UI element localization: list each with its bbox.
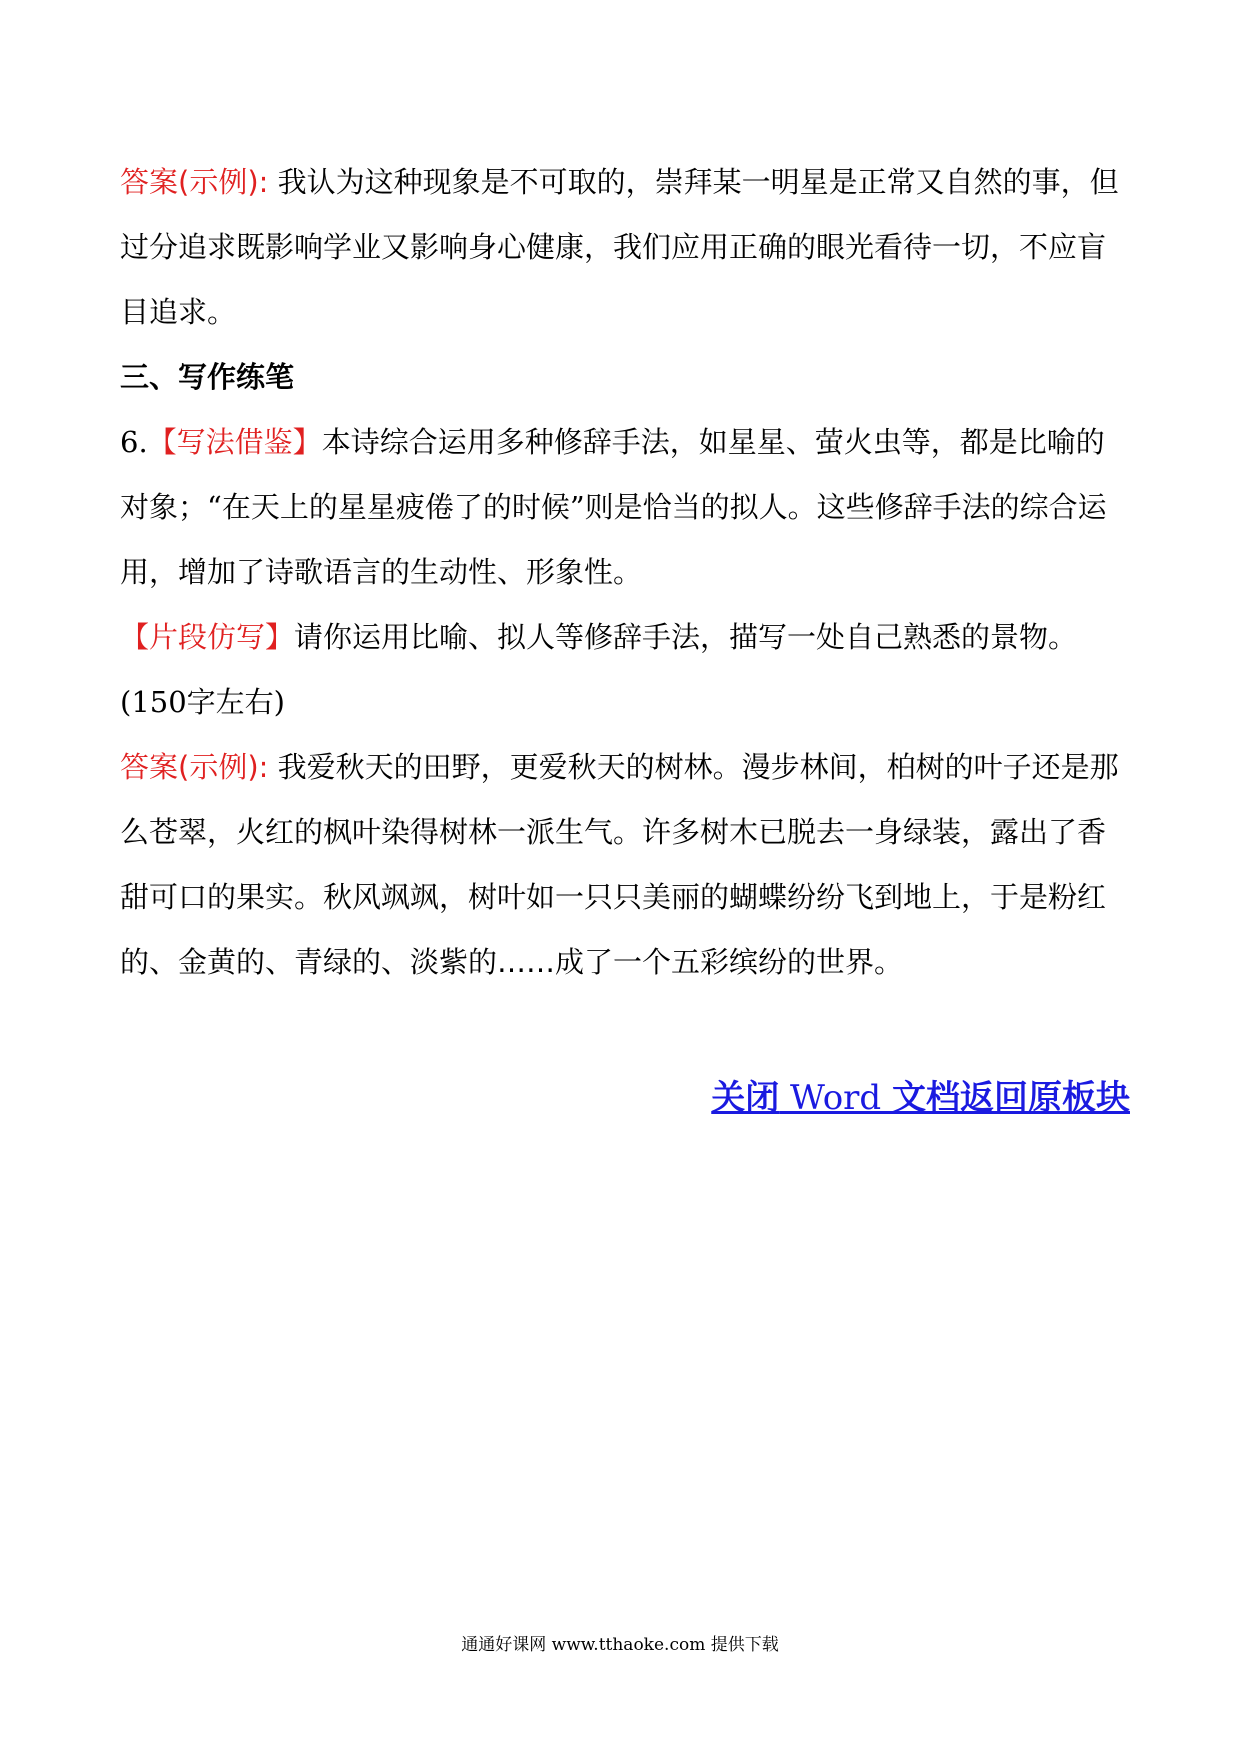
answer-text: 我爱秋天的田野，更爱秋天的树林。漫步林间，柏树的叶子还是那么苍翠，火红的枫叶染得树林一派生气。许多树木已脱去一身绿装，露出了香甜可口的果实。秋风飒飒，树叶如一只只美丽的蝴蝶纷纷飞到地上，于是粉红的、金黄的、青绿的、淡紫的……成了一个五彩缤纷的世界。 bbox=[120, 750, 1119, 979]
fragment-tag: 【片段仿写】 bbox=[120, 620, 295, 654]
answer-example-1 bbox=[120, 150, 1130, 345]
link-part-3: 文档返回原板块 bbox=[892, 1078, 1130, 1118]
answer-example-2 bbox=[120, 735, 1130, 995]
question-number: 6. bbox=[120, 425, 148, 459]
fragment-text: 请你运用比喻、拟人等修辞手法，描写一处自己熟悉的景物。(150字左右) bbox=[120, 620, 1078, 719]
question-tag: 【写法借鉴】 bbox=[147, 425, 322, 459]
answer-label: 答案(示例): bbox=[120, 750, 269, 784]
answer-text: 我认为这种现象是不可取的，崇拜某一明星是正常又自然的事，但过分追求既影响学业又影响身心健康，我们应用正确的眼光看待一切，不应盲目追求。 bbox=[120, 165, 1119, 329]
question-text: 本诗综合运用多种修辞手法，如星星、萤火虫等，都是比喻的对象；“在天上的星星疲倦了的时候”则是恰当的拟人。这些修辞手法的综合运用，增加了诗歌语言的生动性、形象性。 bbox=[120, 425, 1107, 589]
close-word-return-link[interactable] bbox=[711, 1070, 1130, 1119]
question-6 bbox=[120, 410, 1130, 605]
fragment-imitation bbox=[120, 605, 1130, 735]
answer-label: 答案(示例): bbox=[120, 165, 269, 199]
link-part-1: 关闭 bbox=[711, 1078, 780, 1118]
section-heading-writing: 三、写作练笔 bbox=[120, 360, 295, 394]
link-part-2: Word bbox=[779, 1078, 892, 1118]
page-footer: 通通好课网 www.tthaoke.com 提供下载 bbox=[461, 1635, 779, 1655]
